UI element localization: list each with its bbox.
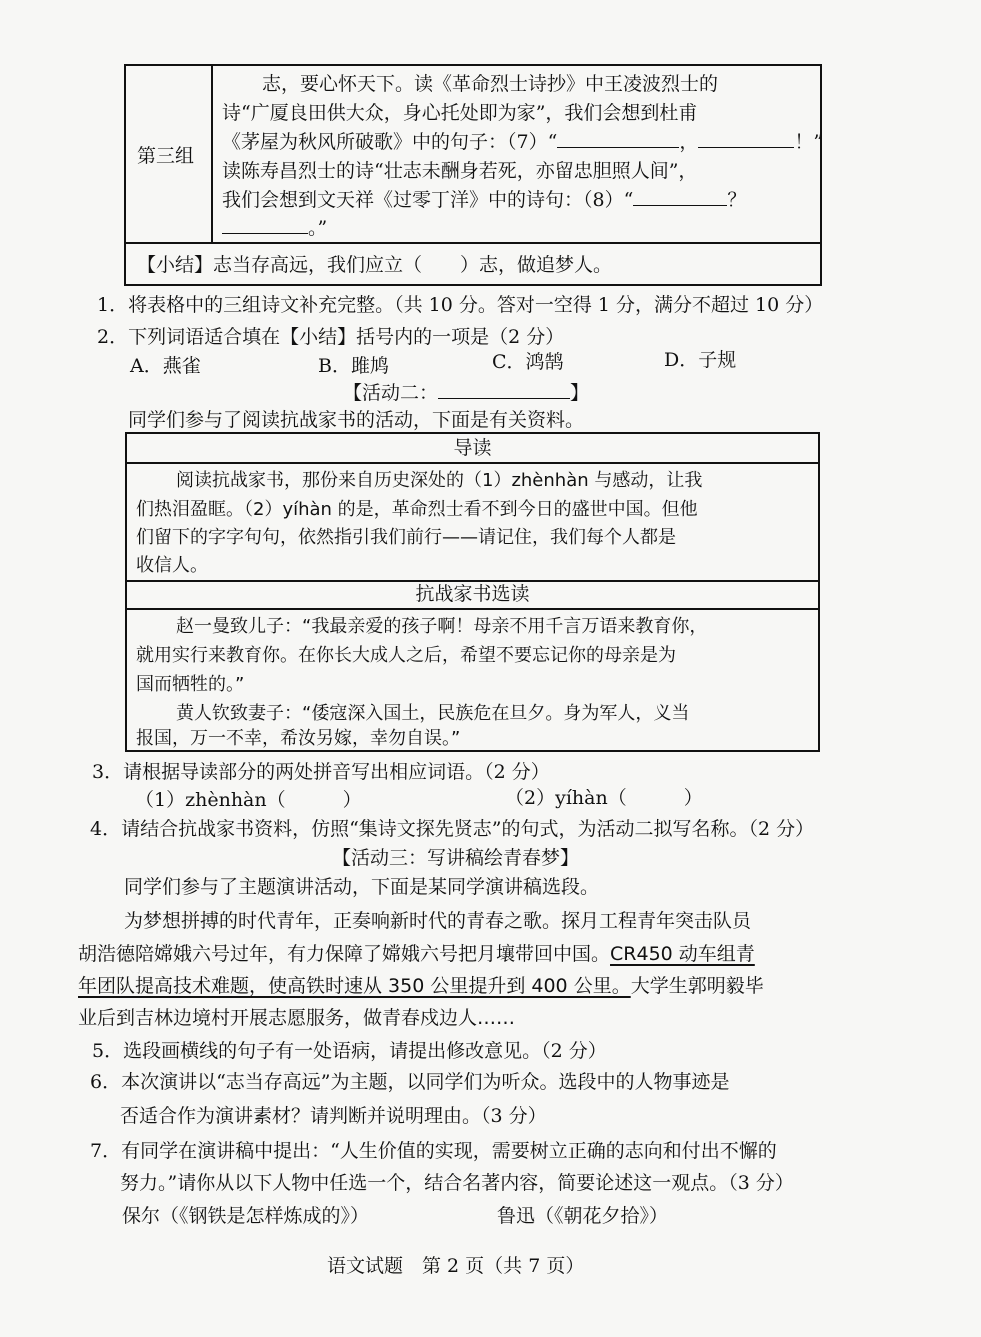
q3-blank-1[interactable]: （1）zhènhàn（ ）	[135, 789, 362, 811]
group3-line3-a: 《茅屋为秋风所破歌》中的句子：（7）“	[222, 131, 558, 153]
group3-line2: 诗“广厦良田供大众，身心托处即为家”，我们会想到杜甫	[222, 102, 698, 124]
speech-underlined-start: CR450 动车组青	[610, 943, 755, 965]
question-4: 4．请结合抗战家书资料，仿照“集诗文探先贤志”的句式，为活动二拟写名称。（2 分）	[90, 818, 815, 840]
activity2-heading-a: 【活动二：	[343, 382, 439, 404]
speech-line2-a: 胡浩德陪嫦娥六号过年，有力保障了嫦娥六号把月壤带回中国。	[78, 943, 611, 965]
q7-option-luxun[interactable]: 鲁迅（《朝花夕拾》）	[497, 1205, 669, 1227]
group3-label: 第三组	[137, 145, 195, 167]
q2-option-c[interactable]: C．鸿鹄	[492, 351, 564, 373]
group3-line3	[222, 128, 823, 157]
activity2-heading	[343, 379, 589, 408]
activity2-intro: 同学们参与了阅读抗战家书的活动，下面是有关资料。	[128, 409, 585, 431]
question-3: 3．请根据导读部分的两处拼音写出相应词语。（2 分）	[92, 761, 550, 783]
speech-line3-b: 大学生郭明毅毕	[630, 975, 764, 997]
group3-line5	[222, 186, 746, 215]
group3-line5-a: 我们会想到文天祥《过零丁洋》中的诗句：（8）“	[222, 189, 634, 211]
speech-line1: 为梦想拼搏的时代青年，正奏响新时代的青春之歌。探月工程青年突击队员	[124, 910, 752, 932]
question-1: 1．将表格中的三组诗文补充完整。（共 10 分。答对一空得 1 分，满分不超过 10 分）	[97, 294, 824, 316]
question-6-line2: 否适合作为演讲素材？请判断并说明理由。（3 分）	[120, 1105, 547, 1127]
question-2: 2．下列词语适合填在【小结】括号内的一项是（2 分）	[97, 326, 565, 348]
group3-line1: 志，要心怀天下。读《革命烈士诗抄》中王凌波烈士的	[262, 73, 719, 95]
activity3-heading: 【活动三：写讲稿绘青春梦】	[332, 847, 580, 869]
group3-column-divider	[211, 64, 213, 243]
answer-blank-7b[interactable]	[698, 147, 794, 148]
answer-blank-7a[interactable]	[557, 147, 679, 148]
letters-title: 抗战家书选读	[415, 583, 530, 605]
q3-blank-2[interactable]: （2）yíhàn（ ）	[505, 787, 703, 809]
speech-line2	[78, 940, 755, 969]
activity3-intro: 同学们参与了主题演讲活动，下面是某同学演讲稿选段。	[124, 876, 600, 898]
letter2-line2: 报国，万一不幸，希汝另嫁，幸勿自误。”	[136, 728, 461, 749]
group3-line5-b: ？	[727, 189, 747, 211]
answer-blank-8a[interactable]	[633, 205, 727, 206]
q2-option-a[interactable]: A．燕雀	[130, 355, 201, 377]
guide-line3: 们留下的字字句句，依然指引我们前行——请记住，我们每个人都是	[136, 527, 676, 548]
guide-line1: 阅读抗战家书，那份来自历史深处的（1）zhènhàn 与感动，让我	[176, 470, 703, 491]
group3-line3-c: ！”	[794, 131, 824, 153]
question-7-line2: 努力。”请你从以下人物中任选一个，结合名著内容，简要论述这一观点。（3 分）	[120, 1172, 794, 1194]
speech-underlined-end: 年团队提高技术难题，使高铁时速从 350 公里提升到 400 公里。	[78, 975, 631, 997]
activity2-name-blank[interactable]	[438, 398, 570, 399]
answer-blank-8b[interactable]	[222, 233, 308, 234]
page-footer: 语文试题 第 2 页（共 7 页）	[327, 1255, 585, 1277]
q7-option-paul[interactable]: 保尔（《钢铁是怎样炼成的》）	[122, 1205, 370, 1227]
speech-line3	[78, 972, 764, 1001]
letter1-line3: 国而牺牲的。”	[136, 674, 245, 695]
group3-line6	[222, 214, 327, 243]
q2-option-b[interactable]: B．雎鸠	[318, 355, 389, 377]
letter1-line1: 赵一曼致儿子：“我最亲爱的孩子啊！母亲不用千言万语来教育你，	[176, 616, 708, 637]
group3-summary: 【小结】志当存高远，我们应立（ ）志，做追梦人。	[137, 254, 613, 276]
guide-line2: 们热泪盈眶。（2）yíhàn 的是，革命烈士看不到今日的盛世中国。但他	[136, 499, 698, 520]
group3-line6-b: 。”	[308, 217, 328, 239]
activity2-heading-b: 】	[570, 382, 590, 404]
guide-title: 导读	[453, 437, 492, 459]
letter1-line2: 就用实行来教育你。在你长大成人之后，希望不要忘记你的母亲是为	[136, 645, 676, 666]
question-7-line1: 7．有同学在演讲稿中提出：“人生价值的实现，需要树立正确的志向和付出不懈的	[90, 1140, 777, 1162]
q2-option-d[interactable]: D．子规	[664, 349, 737, 371]
speech-line4: 业后到吉林边境村开展志愿服务，做青春戍边人……	[78, 1007, 516, 1029]
question-6-line1: 6．本次演讲以“志当存高远”为主题，以同学们为听众。选段中的人物事迹是	[90, 1071, 730, 1093]
group3-line4: 读陈寿昌烈士的诗“壮志未酬身若死，亦留忠胆照人间”，	[222, 160, 698, 182]
guide-line4: 收信人。	[136, 555, 208, 576]
question-5: 5．选段画横线的句子有一处语病，请提出修改意见。（2 分）	[92, 1040, 607, 1062]
group3-line3-b: ，	[679, 131, 699, 153]
letter2-line1: 黄人钦致妻子：“倭寇深入国土，民族危在旦夕。身为军人，义当	[176, 703, 690, 724]
